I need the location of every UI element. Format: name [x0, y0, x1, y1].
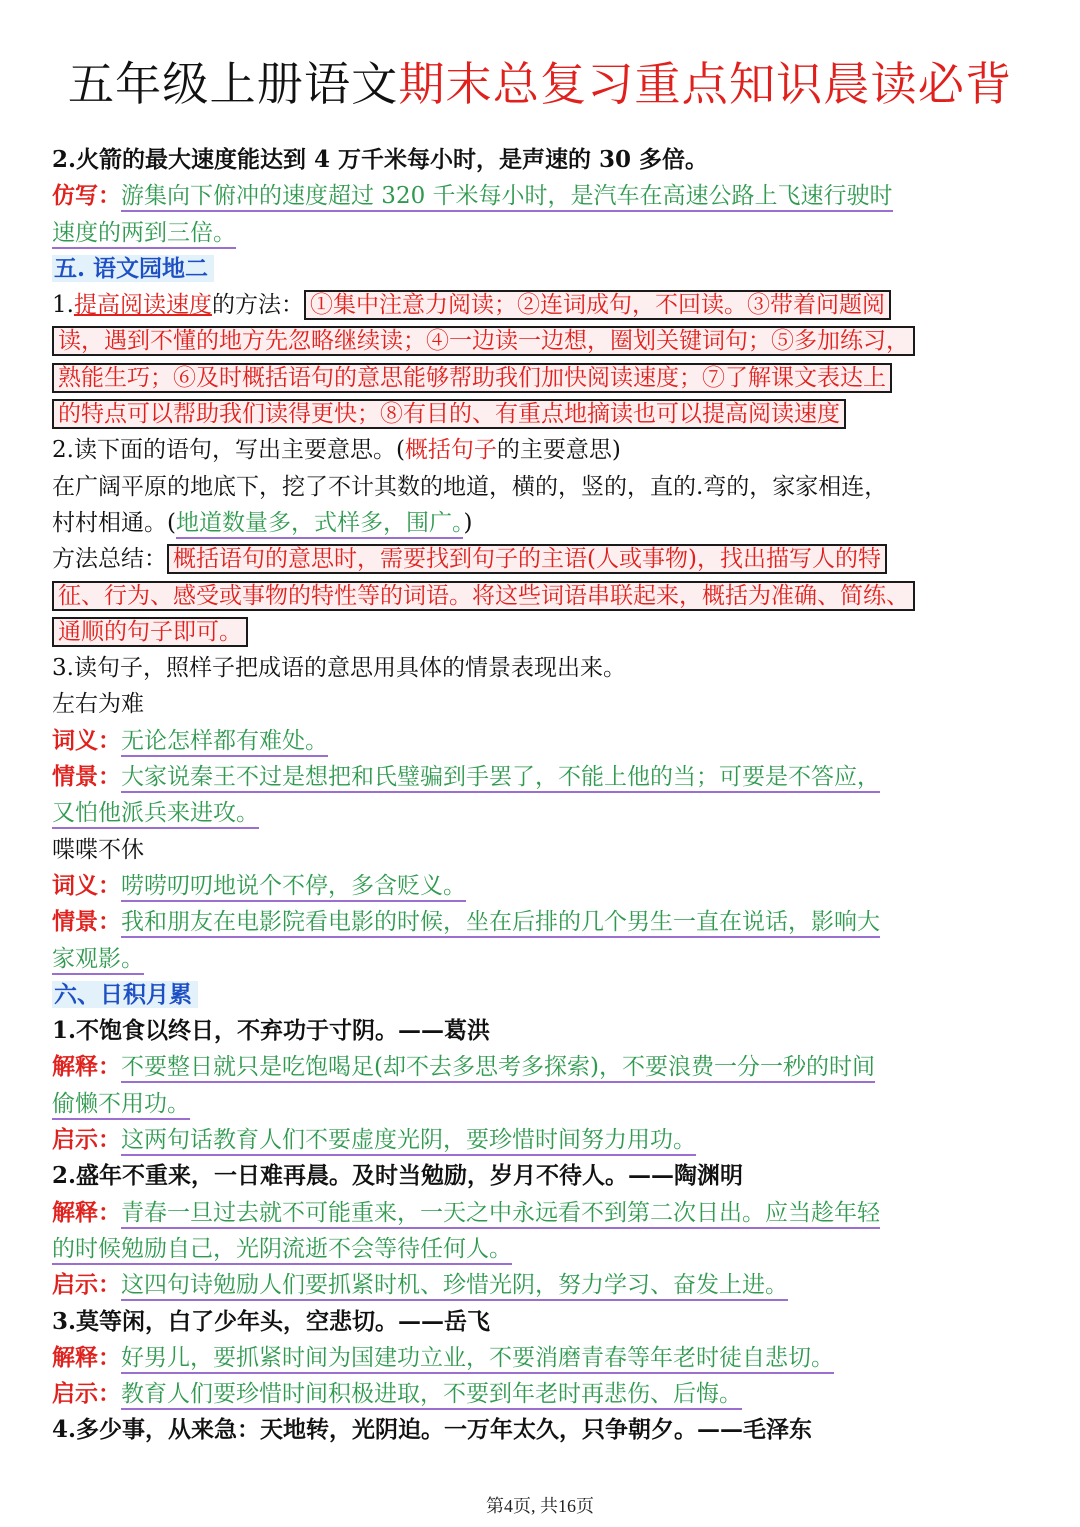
explain-line-cont	[52, 1231, 1030, 1267]
insight-label: 启示	[52, 1271, 98, 1299]
explain-text-cont: 偷懒不用功。	[52, 1091, 190, 1120]
explain-line	[52, 1049, 1030, 1085]
passage-text: 村村相通。(	[52, 509, 176, 536]
reading-method-line	[52, 287, 1030, 323]
label-colon: ：	[98, 763, 121, 791]
key-phrase: 提高阅读速度	[73, 292, 212, 319]
explain-text: 不要整日就只是吃饱喝足(却不去多思考多探索)，不要浪费一分一秒的时间	[121, 1054, 875, 1083]
meaning-line	[52, 868, 1030, 904]
summary-line	[52, 614, 1030, 650]
scene-text: 我和朋友在电影院看电影的时候，坐在后排的几个男生一直在说话，影响大	[121, 909, 880, 938]
imitation-line-cont	[52, 215, 1030, 251]
explain-label: 解释	[52, 1053, 98, 1081]
page-title	[0, 52, 1080, 116]
meaning-label: 词义	[52, 726, 98, 754]
imitation-text-cont: 速度的两到三倍。	[52, 220, 236, 249]
imitation-text: 游集向下俯冲的速度超过 320 千米每小时，是汽车在高速公路上飞速行驶时	[121, 183, 893, 212]
explain-text: 好男儿，要抓紧时间为国建功立业，不要消磨青春等年老时徒自悲切。	[121, 1345, 834, 1374]
idiom-title: 左右为难	[52, 691, 144, 718]
summary-line	[52, 541, 1030, 577]
quote-line: 3.莫等闲，白了少年头，空悲切。——岳飞	[52, 1307, 491, 1335]
insight-line	[52, 1267, 1030, 1303]
label-colon: ：	[98, 908, 121, 936]
label-colon: ：	[98, 1271, 121, 1299]
insight-line	[52, 1122, 1030, 1158]
question-line: 3.读句子，照样子把成语的意思用具体的情景表现出来。	[52, 655, 626, 682]
sentence-line: 2.火箭的最大速度能达到 4 万千米每小时，是声速的 30 多倍。	[52, 146, 709, 173]
method-line	[52, 360, 1030, 396]
scene-line	[52, 904, 1030, 940]
label-colon: ：	[98, 1053, 121, 1081]
method-box-text: 读，遇到不懂的地方先忽略继续读；④一边读一边想，圈划关键词句；⑤多加练习，	[52, 326, 915, 356]
scene-line	[52, 759, 1030, 795]
label-colon: ：	[98, 726, 121, 754]
imitation-line	[52, 178, 1030, 214]
passage-line	[52, 505, 1030, 541]
method-box-text: 熟能生巧；⑥及时概括语句的意思能够帮助我们加快阅读速度；⑦了解课文表达上	[52, 363, 892, 393]
insight-line	[52, 1376, 1030, 1412]
quote-line: 4.多少事，从来急：天地转，光阴迫。一万年太久，只争朝夕。——毛泽东	[52, 1416, 813, 1444]
title-part2: 期末总复习重点知识晨读必背	[398, 57, 1013, 111]
label-colon: ：	[98, 1198, 121, 1226]
label-colon: ：	[98, 1343, 121, 1371]
section-title: 六、日积月累	[52, 981, 198, 1008]
label-colon: ：	[98, 1380, 121, 1408]
meaning-label: 词义	[52, 871, 98, 899]
explain-label: 解释	[52, 1198, 98, 1226]
summary-box-text: 概括语句的意思时，需要找到句子的主语(人或事物)，找出描写人的特	[167, 544, 887, 574]
insight-text: 这两句话教育人们不要虚度光阴，要珍惜时间努力用功。	[121, 1127, 696, 1156]
scene-line-cont	[52, 795, 1030, 831]
method-line	[52, 396, 1030, 432]
explain-text-cont: 的时候勉励自己，光阴流逝不会等待任何人。	[52, 1236, 512, 1265]
idiom-title: 喋喋不休	[52, 836, 144, 863]
explain-text: 青春一旦过去就不可能重来，一天之中永远看不到第二次日出。应当趁年轻	[121, 1200, 880, 1229]
scene-text: 大家说秦王不过是想把和氏璧骗到手罢了，不能上他的当；可要是不答应，	[121, 764, 880, 793]
summary-box-text: 征、行为、感受或事物的特性等的词语。将这些词语串联起来，概括为准确、简练、	[52, 581, 915, 611]
method-line	[52, 323, 1030, 359]
page-number: 第4页, 共16页	[486, 1496, 594, 1516]
insight-label: 启示	[52, 1126, 98, 1154]
section-heading-6	[52, 977, 1030, 1013]
scene-label: 情景	[52, 908, 98, 936]
method-box-text: ①集中注意力阅读；②连词成句，不回读。③带着问题阅	[304, 290, 891, 320]
summary-line	[52, 578, 1030, 614]
question-line	[52, 432, 1030, 468]
question-key: 概括句子	[404, 437, 497, 464]
explain-line	[52, 1195, 1030, 1231]
item-number: 1.	[52, 292, 74, 319]
section-title: 五. 语文园地二	[52, 255, 214, 282]
passage-line: 在广阔平原的地底下，挖了不计其数的地道，横的，竖的，直的.弯的，家家相连，	[52, 473, 888, 500]
insight-text: 教育人们要珍惜时间积极进取，不要到年老时再悲伤、后悔。	[121, 1381, 742, 1410]
quote-line: 1.不饱食以终日，不弃功于寸阴。——葛洪	[52, 1017, 491, 1045]
explain-label: 解释	[52, 1343, 98, 1371]
scene-label: 情景	[52, 763, 98, 791]
summary-box-text: 通顺的句子即可。	[52, 617, 248, 647]
summary-label: 方法总结：	[52, 546, 167, 573]
question-text-end: 的主要意思)	[496, 437, 621, 464]
title-part1: 五年级上册语文	[67, 57, 399, 111]
label-colon: ：	[98, 1126, 121, 1154]
scene-text-cont: 家观影。	[52, 946, 144, 975]
scene-text-cont: 又怕他派兵来进攻。	[52, 800, 259, 829]
passage-text-end: )	[463, 509, 473, 536]
insight-text: 这四句诗勉励人们要抓紧时机、珍惜光阴，努力学习、奋发上进。	[121, 1272, 788, 1301]
meaning-text: 唠唠叨叨地说个不停，多含贬义。	[121, 873, 466, 902]
answer-text: 地道数量多，式样多，围广。	[176, 510, 464, 539]
explain-line-cont	[52, 1086, 1030, 1122]
meaning-text: 无论怎样都有难处。	[121, 728, 328, 757]
insight-label: 启示	[52, 1380, 98, 1408]
quote-line: 2.盛年不重来，一日难再晨。及时当勉励，岁月不待人。——陶渊明	[52, 1162, 744, 1190]
imitation-label: 仿写	[52, 182, 98, 210]
meaning-line	[52, 723, 1030, 759]
method-intro: 的方法：	[211, 292, 304, 319]
question-text: 2.读下面的语句，写出主要意思。(	[52, 437, 405, 464]
method-box-text: 的特点可以帮助我们读得更快；⑧有目的、有重点地摘读也可以提高阅读速度	[52, 399, 846, 429]
explain-line	[52, 1340, 1030, 1376]
section-heading-5	[52, 251, 1030, 287]
document-body	[52, 142, 1030, 1449]
scene-line-cont	[52, 941, 1030, 977]
label-colon: ：	[98, 871, 121, 899]
label-colon: ：	[98, 182, 121, 210]
